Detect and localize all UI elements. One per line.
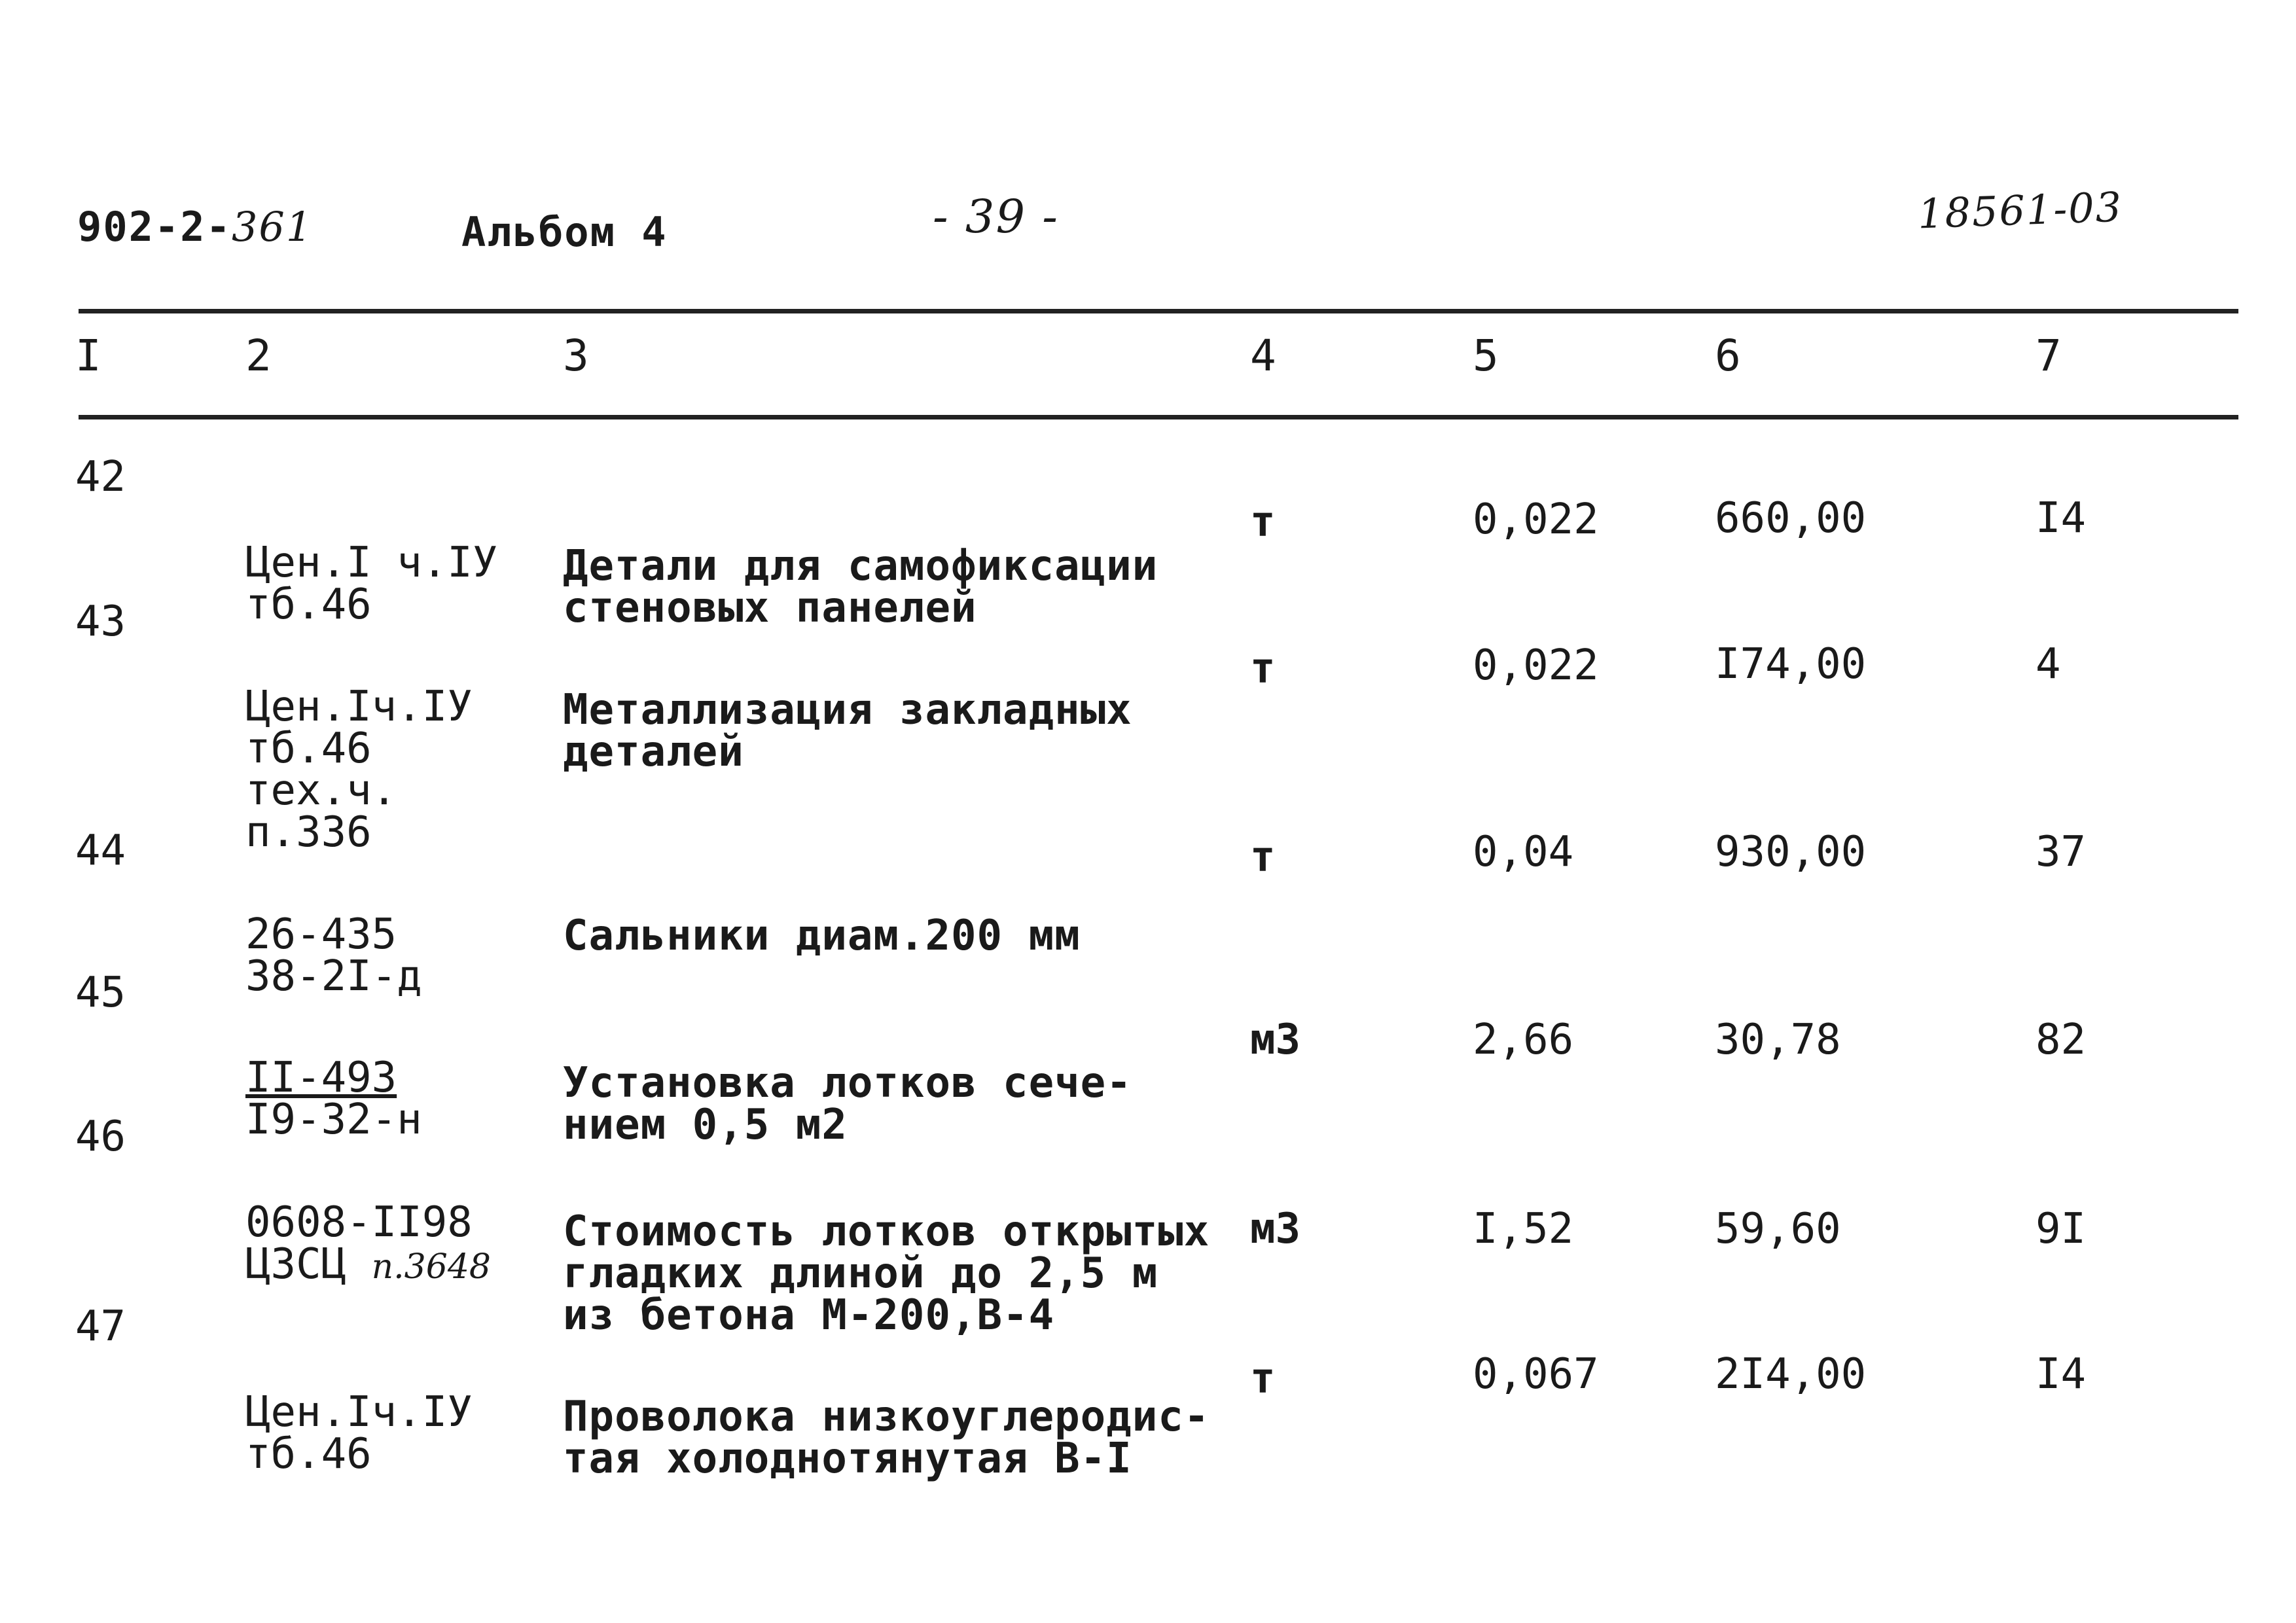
row-unit: м3 [1250, 1016, 1301, 1064]
desc-line: Сальники диам.200 мм [563, 912, 1081, 960]
desc-line: Металлизация закладных [563, 686, 1132, 734]
ref-line: 26-435 [245, 910, 397, 959]
desc-line: гладких длиной до 2,5 м [563, 1249, 1158, 1298]
row-price: 660,00 [1715, 494, 1867, 543]
row-quantity: 0,04 [1473, 828, 1574, 876]
table-header-rule [79, 415, 2238, 419]
row-total: 37 [2036, 828, 2087, 876]
row-price: 930,00 [1715, 828, 1867, 876]
row-price: 30,78 [1715, 1016, 1841, 1064]
row-unit: т [1250, 498, 1276, 546]
row-quantity: 2,66 [1473, 1016, 1574, 1064]
row-number: 46 [75, 1113, 126, 1161]
stamp-number: 18561-03 [1916, 183, 2124, 238]
desc-line: стеновых панелей [563, 584, 977, 632]
page-number: - 39 - [933, 190, 1059, 243]
row-number: 43 [75, 597, 126, 646]
column-header-5: 5 [1473, 330, 1499, 381]
column-header-7: 7 [2036, 330, 2062, 381]
row-total: 4 [2036, 640, 2061, 688]
column-header-2: 2 [245, 330, 272, 381]
desc-line: деталей [563, 728, 744, 776]
ref-line: Цен.Iч.IУ [245, 683, 473, 731]
row-total: 9I [2036, 1205, 2087, 1253]
row-number: 44 [75, 827, 126, 875]
row-description [563, 605, 1132, 857]
desc-line: Установка лотков сече- [563, 1059, 1132, 1107]
handwritten-ref-note: п.3648 [371, 1247, 492, 1287]
row-total: I4 [2036, 494, 2087, 543]
ref-line: тб.46 [245, 724, 372, 773]
doc-code-handwritten: 361 [231, 203, 314, 251]
row-unit: м3 [1250, 1205, 1301, 1253]
row-quantity: I,52 [1473, 1205, 1574, 1253]
ref-line: тб.46 [245, 580, 372, 629]
row-price: 2I4,00 [1715, 1350, 1867, 1399]
album-label: Альбом 4 [461, 208, 668, 256]
desc-line: Детали для самофиксации [563, 542, 1158, 590]
row-price: 59,60 [1715, 1205, 1841, 1253]
column-header-4: 4 [1250, 330, 1276, 381]
column-header-1: I [75, 330, 101, 381]
row-description [563, 1312, 1210, 1563]
row-number: 47 [75, 1302, 126, 1351]
row-price: I74,00 [1715, 640, 1867, 688]
desc-line: нием 0,5 м2 [563, 1101, 848, 1149]
doc-code-printed: 902-2- [77, 203, 232, 251]
ref-line: Цен.I ч.IУ [245, 539, 498, 587]
ref-line: п.336 [245, 808, 372, 857]
row-unit: т [1250, 645, 1276, 693]
row-unit: т [1250, 833, 1276, 882]
desc-line: Проволока низкоуглеродис- [563, 1393, 1210, 1441]
ref-line: II-493 [245, 1054, 397, 1102]
doc-code [77, 203, 313, 251]
row-reference [245, 1308, 473, 1559]
desc-line: тая холоднотянутая В-I [563, 1435, 1132, 1483]
column-header-3: 3 [563, 330, 590, 381]
ref-line: ЦЗСЦ [245, 1240, 347, 1289]
row-total: I4 [2036, 1350, 2087, 1399]
ref-line: 38-2I-д [245, 952, 422, 1001]
ref-line: тех.ч. [245, 766, 397, 815]
row-number: 42 [75, 453, 126, 501]
row-total: 82 [2036, 1016, 2087, 1064]
ref-line: Цен.Iч.IУ [245, 1388, 473, 1436]
ref-line: тб.46 [245, 1430, 372, 1478]
row-unit: т [1250, 1355, 1276, 1403]
column-header-6: 6 [1715, 330, 1741, 381]
desc-line: из бетона М-200,В-4 [563, 1291, 1055, 1340]
row-quantity: 0,022 [1473, 641, 1599, 690]
row-quantity: 0,067 [1473, 1350, 1599, 1399]
row-number: 45 [75, 969, 126, 1017]
ref-line: 0608-II98 [245, 1198, 473, 1247]
table-top-rule [79, 309, 2238, 313]
row-quantity: 0,022 [1473, 495, 1599, 544]
ref-line: I9-32-н [245, 1096, 422, 1144]
desc-line: Стоимость лотков открытых [563, 1207, 1210, 1256]
